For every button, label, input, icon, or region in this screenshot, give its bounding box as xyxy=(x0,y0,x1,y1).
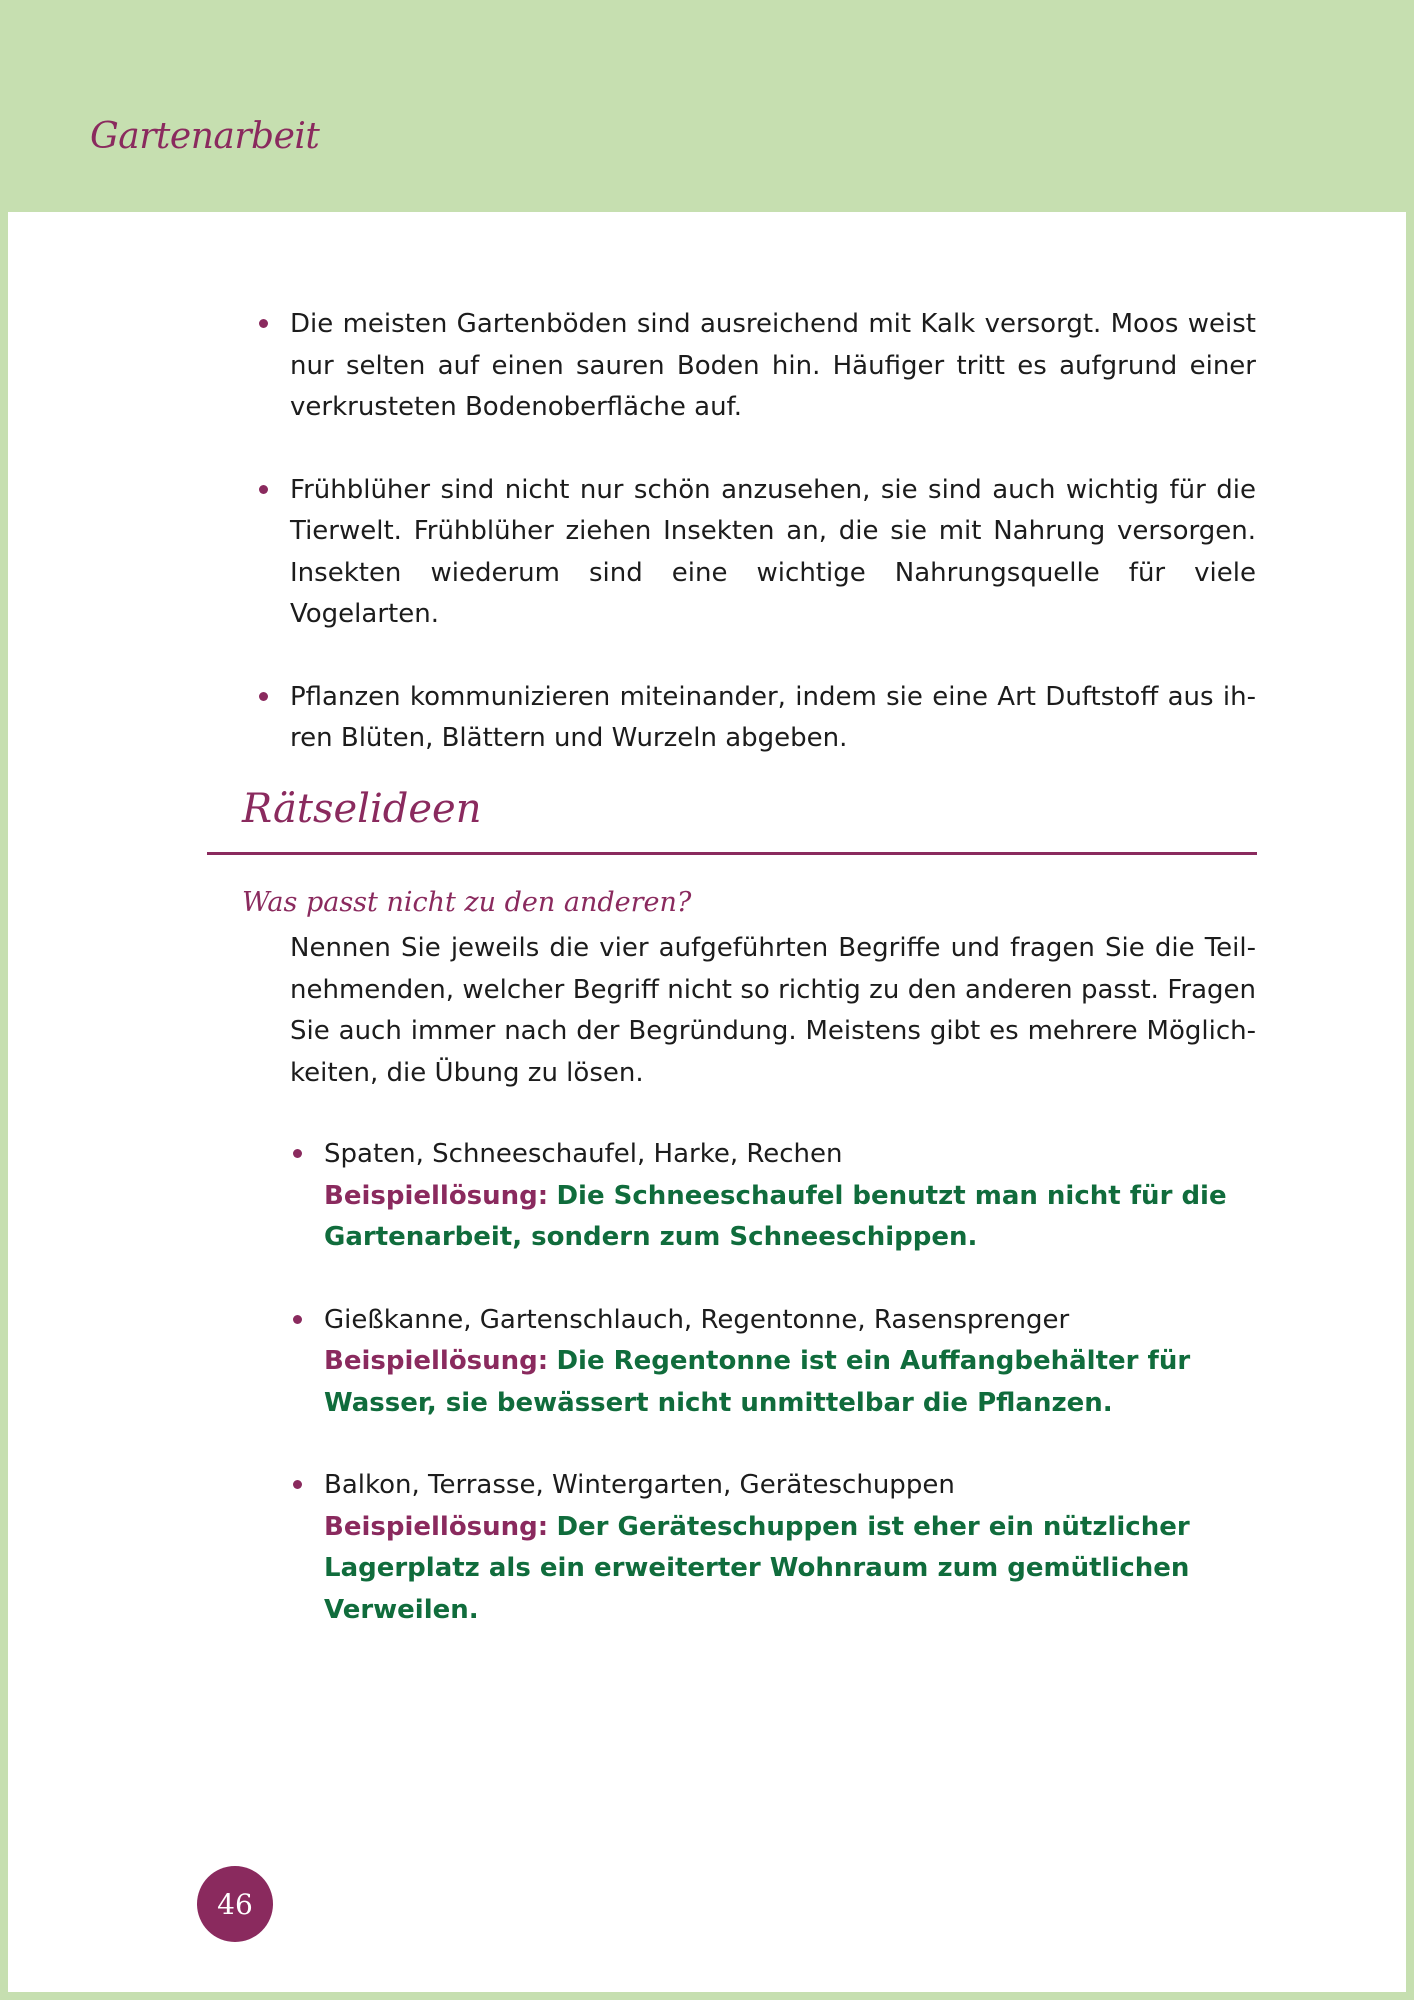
section-divider xyxy=(207,852,1257,855)
bullet-icon xyxy=(259,692,268,701)
fact-text: Die meisten Gartenböden sind ausreichend mit Kalk versorgt. Moos weist nur selten auf einen sauren Boden hin. Häufiger tritt es aufgrund einer verkrusteten Bodenoberfläche auf. xyxy=(290,309,1256,422)
solution-text: Die Schneeschaufel benutzt man nicht für die Gartenarbeit, sondern zum Schneeschippen. xyxy=(324,1180,1227,1252)
solution-text: Die Regentonne ist ein Auffangbehälter für Wasser, sie bewässert nicht unmittelbar die Pflanzen. xyxy=(324,1346,1191,1418)
fact-list xyxy=(290,304,1256,801)
chapter-title: Gartenarbeit xyxy=(90,116,320,157)
bullet-icon xyxy=(293,1480,302,1489)
section-title: Rätselideen xyxy=(242,786,482,832)
header-band xyxy=(0,0,1414,212)
example-solution xyxy=(324,1176,1254,1259)
example-terms: Balkon, Terrasse, Wintergarten, Geräteschuppen xyxy=(324,1470,955,1500)
example-item xyxy=(324,1465,1254,1631)
example-item xyxy=(324,1300,1254,1425)
page-number: 46 xyxy=(197,1866,273,1942)
example-solution xyxy=(324,1341,1254,1424)
fact-item xyxy=(290,677,1256,760)
exercise-instructions: Nennen Sie jeweils die vier aufgeführten Begriffe und fragen Sie die Teilnehmenden, welcher Begriff nicht so richtig zu den anderen passt. Fragen Sie auch immer nach der Begründung. Meistens gibt es mehrere Möglichkeiten, die Übung zu lösen. xyxy=(290,933,1256,1088)
example-terms: Gießkanne, Gartenschlauch, Regentonne, Rasensprenger xyxy=(324,1304,1070,1335)
example-item xyxy=(324,1134,1254,1259)
fact-text: Pflanzen kommunizieren miteinander, indem sie eine Art Duftstoff aus ihren Blüten, Blättern und Wurzeln abgeben. xyxy=(290,681,1256,753)
page-body xyxy=(8,212,1406,1992)
exercise-title: Was passt nicht zu den anderen? xyxy=(242,887,692,918)
fact-text: Frühblüher sind nicht nur schön anzusehen, sie sind auch wichtig für die Tierwelt. Frühblüher ziehen Insekten an, die sie mit Nahrung versorgen. Insekten wiederum sind eine wichtige Nahrungsquelle für viele Vogelarten. xyxy=(290,474,1256,629)
bullet-icon xyxy=(293,1149,302,1158)
fact-item xyxy=(290,470,1256,636)
example-list xyxy=(324,1134,1254,1672)
bullet-icon xyxy=(259,319,268,328)
example-terms: Spaten, Schneeschaufel, Harke, Rechen xyxy=(324,1139,843,1169)
bullet-icon xyxy=(293,1315,302,1324)
solution-label: Beispiellösung: xyxy=(324,1180,549,1211)
solution-text: Der Geräteschuppen ist eher ein nützlicher Lagerplatz als ein erweiterter Wohnraum zum gemütlichen Verweilen. xyxy=(324,1511,1190,1625)
bullet-icon xyxy=(259,485,268,494)
example-solution xyxy=(324,1507,1254,1632)
solution-label: Beispiellösung: xyxy=(324,1346,549,1376)
fact-item xyxy=(290,304,1256,429)
solution-label: Beispiellösung: xyxy=(324,1511,549,1542)
